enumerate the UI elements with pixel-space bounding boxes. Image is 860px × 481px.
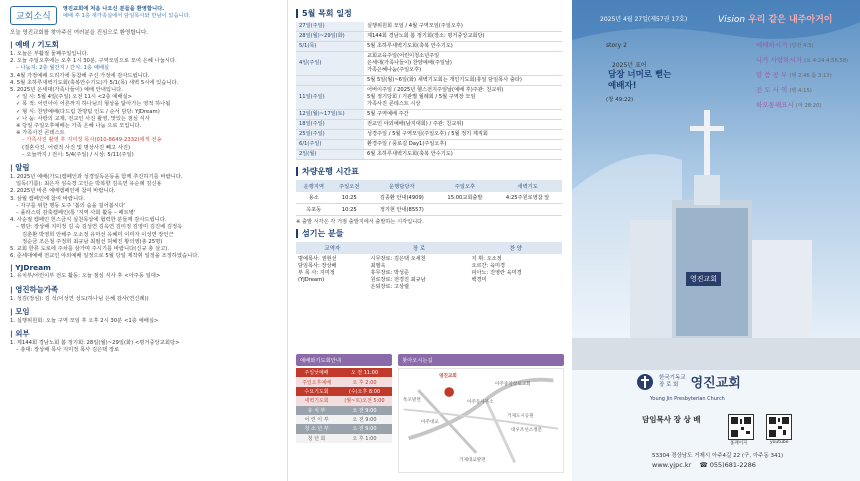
schedule-item: 전교인 야외예배(남지대회) / 주관: 친교위) — [367, 121, 464, 127]
worship-line: – 나눔지: 2층 월간지 / 간식: 1층 예배실 — [16, 65, 110, 72]
service-time: 오 전 9:00 — [337, 415, 392, 424]
senior-pastor: 담임목사 장 상 배 — [642, 415, 701, 424]
service-name: 새벽기도회 — [296, 396, 337, 405]
service-row — [296, 396, 392, 405]
schedule-item: 교회교육주일(어린이청소년주일 — [367, 53, 440, 59]
map-label: 아주중앙장로교회 — [495, 382, 531, 387]
reading-word: 전 도 사 역 — [756, 86, 788, 94]
service-table — [296, 368, 392, 443]
notice-line: 일독(기름): 최은자 심숙경 고인순 박복향 김옥연 유순례 김신용 — [16, 181, 162, 188]
reading-item — [756, 55, 856, 64]
schedule-date: 5/1(목) — [296, 42, 364, 52]
service-name: 청 년 회 — [296, 434, 337, 443]
schedule-items — [364, 86, 562, 110]
map-title: 찾아오시는길 — [398, 354, 564, 366]
church-address: 53304 경상남도 거제시 아주4길 22 (구, 아주동 341) — [652, 453, 784, 459]
map-label: 영진교회 — [439, 374, 457, 379]
schedule-item: 성경주일 / 5월 구역모임(주일오후) / 5월 정기 제직회 — [367, 131, 488, 137]
schedule-items — [364, 32, 562, 42]
reading-item — [756, 40, 856, 49]
story-label: story 2 — [606, 42, 627, 49]
schedule-items — [364, 42, 562, 52]
church-logo — [636, 372, 741, 391]
meeting-line: 1. 실행위원회: 오늘 구역 모임 후 오후 2시 30분 <1층 예배실> — [10, 317, 159, 324]
schedule-item: 5월 구역예배 주간 — [367, 111, 409, 117]
service-time: (수)오후 8:00 — [337, 387, 392, 396]
map-label: 거제도시공원 — [507, 414, 534, 419]
worship-list — [10, 51, 277, 159]
notice-line: 3. 삼월 캠페인에 참여 바랍니다. — [10, 195, 85, 202]
reading-word: 하오통해요시 — [756, 101, 794, 109]
schedule-title: 5월 목회 일정 — [302, 9, 352, 18]
staff-header: 장 로 — [369, 242, 470, 254]
notices-list — [10, 174, 277, 260]
staff-table — [296, 242, 562, 293]
notice-line: 5. 교회 한류 도로에 주차를 삼가며 주시기를 바랍니다(신규 총 살고). — [10, 246, 170, 253]
cover-column — [572, 0, 860, 481]
notice-line: – 명단: 장상배 지미정 김 숙 김성연 김옥연 김미정 김영미 김진배 김정옥 — [16, 224, 183, 231]
reading-word: 예배하시거 — [756, 41, 788, 49]
worship-line: 5. 2025년 온세대(가족나들이) 예배 안내입니다. — [10, 87, 123, 94]
schedule-date: 2일(월) — [296, 150, 364, 160]
schedule-item: 온세대(가족나들이) 찬양예배(주일날) — [367, 60, 452, 66]
schedule-row — [296, 140, 562, 150]
schedule-items — [364, 52, 562, 76]
homepage-qr-icon[interactable] — [728, 414, 754, 440]
reading-item — [756, 85, 856, 94]
service-row — [296, 387, 392, 396]
welcome-prayer: 오늘 영진교회를 찾아주신 여러분을 진심으로 환영합니다. — [10, 30, 149, 36]
directions-box — [398, 354, 564, 476]
staff-line: 시무장로: 김은택 오세천 — [370, 256, 426, 262]
notice-line: 4. 사순절 캠페인 헌스금식 실천목상에 협력한 분들께 감사드립니다. — [10, 217, 167, 224]
schedule-item: 6월 초하루새벽기도회(축복 안수기도) — [367, 151, 453, 157]
map-label: 옥포방면 — [403, 398, 421, 403]
reading-ref: (마 28:20) — [795, 103, 822, 109]
schedule-date: 18일(주일) — [296, 120, 364, 130]
denomination-line: 한국기독교 — [659, 374, 686, 381]
motto-label: 2025년 표어 — [612, 62, 647, 69]
vehicle-cell: 10:25 — [332, 192, 368, 204]
schedule-items — [364, 110, 562, 120]
external-line: 1. 제144회 경남노회 봄 정기회: 28일(월)~29일(화) <평거중앙교회당> — [10, 340, 180, 347]
worship-line: (결혼사진, 어렸적 사진 및 명상사진 빼고 사진) — [22, 144, 131, 151]
staff-line: 피아노: 진영란 육미경 — [471, 270, 522, 276]
staff-line: 원로장로: 전경진 최규남 — [370, 277, 426, 283]
service-name: 청 소 년 부 — [296, 424, 337, 433]
schedule-date: 4일(주일) — [296, 52, 364, 76]
vehicle-cell: 옥포동 — [296, 204, 332, 216]
directions-map — [398, 368, 564, 473]
schedule-date: 25일(주일) — [296, 130, 364, 140]
denomination — [659, 375, 686, 389]
map-label: 거제대교방면 — [459, 458, 486, 463]
notice-line: 김춘환 박영희 안해주 오소정 유미선 유혜미 이미자 이성연 장인근 — [22, 231, 174, 238]
issue-date: 2025년 4월 27일(제57권 17호) — [600, 16, 688, 23]
service-time: (월~토)오전 5:00 — [337, 396, 392, 405]
service-row — [296, 415, 392, 424]
map-label: 대우조선소정문 — [511, 428, 543, 433]
schedule-row — [296, 150, 562, 160]
worship-line: ✓ 나 눔: 사랑의 교제, 전교인 사진 촬영, 맛있는 점심 식사 — [16, 115, 150, 122]
vehicle-heading — [296, 166, 562, 177]
vision-label: Vision — [718, 15, 746, 25]
service-name: 수요기도회 — [296, 387, 337, 396]
schedule-column — [287, 0, 570, 481]
motto-verse: (창 49:22) — [606, 97, 634, 103]
motto-title: 담장 너머로 뻗는 예배자! — [608, 70, 672, 91]
staff-line: 부 목 사: 지미정 — [298, 270, 335, 276]
staff-line: 은퇴장로: 고상렬 — [370, 284, 409, 290]
contact-line — [652, 461, 756, 469]
staff-music — [470, 254, 562, 293]
denomination-line: 장 로 회 — [659, 381, 679, 388]
service-time: 오 전 11:00 — [337, 368, 392, 377]
staff-heading — [296, 228, 562, 239]
service-row — [296, 377, 392, 386]
schedule-row — [296, 130, 562, 140]
staff-header: 찬 양 — [470, 242, 562, 254]
reading-ref: (행 4:15) — [789, 88, 812, 94]
schedule-date: 6/1(주일) — [296, 140, 364, 150]
church-name-en: Young Jin Presbyterian Church — [650, 396, 725, 402]
reading-ref: (행 2:46 롬 3:13) — [789, 73, 832, 79]
worship-line: 2. 오늘 주일오후에는 오후 1시 30분, 구역모임으로 모여 은혜 나눕시다. — [10, 58, 177, 65]
service-times-box — [296, 354, 392, 476]
vision-text: 우리 같은 내주아거이 — [747, 15, 833, 25]
staff-line: 오르간: 육미경 — [471, 263, 505, 269]
worship-line: – 오늘까지 / 전시: 5/4(주일) / 시상: 5/11(주일) — [22, 151, 134, 158]
website-link[interactable]: www.yjpc.kr — [652, 461, 692, 469]
vehicle-header: 새벽기도 — [493, 180, 562, 192]
schedule-item: 어버이주일 / 2025년 헬스전지주일날(예배 후)주관: 친교위) — [367, 87, 504, 93]
building-sign: 영진교회 — [686, 272, 721, 286]
schedule-row — [296, 32, 562, 42]
map-label: 아주대교 — [421, 420, 439, 425]
service-row — [296, 424, 392, 433]
staff-line: (YJDream) — [298, 277, 325, 283]
staff-clergy — [296, 254, 369, 293]
vehicle-cell: 용소 — [296, 192, 332, 204]
schedule-row — [296, 22, 562, 32]
service-time: 오 후 1:00 — [337, 434, 392, 443]
section-title-external: | 외부 — [10, 329, 30, 339]
reading-ref: (당전 4:5) — [789, 43, 814, 49]
vehicle-row — [296, 204, 562, 216]
service-row — [296, 434, 392, 443]
schedule-items — [364, 120, 562, 130]
staff-line: 백경미 — [471, 277, 487, 283]
vehicle-cell: 15:00교회출발 — [437, 192, 494, 204]
notice-line: – 자구를 위한 행동 도주 '봄의 숨을 걸어봅시다' — [16, 202, 126, 209]
worship-line: ※ 가족사진 콘테스트 — [16, 130, 65, 137]
section-title-meetings: | 모임 — [10, 306, 30, 316]
worship-line: 1. 오늘은 부활절 둘째주일입니다. — [10, 51, 89, 57]
schedule-date: 11일(주일) — [296, 86, 364, 110]
vision-banner — [718, 12, 832, 25]
worship-line: ※ 당일 주일오후예배는 가족 은혜 나눔 으로 모입니다. — [16, 123, 142, 130]
reading-word: 말 씀 공 부 — [756, 71, 788, 79]
schedule-date — [296, 76, 364, 86]
service-and-map — [296, 354, 564, 476]
church-name: 영진교회 — [690, 376, 741, 391]
vehicle-cell: 4:25주원로영참 앞 — [493, 192, 562, 204]
youtube-qr-icon[interactable] — [766, 414, 792, 440]
reading-item — [756, 100, 856, 109]
worship-line: 4. 5월 초하루새벽기도회(축복안수기도)가 5/1(목) 새벽 5시에 있습니다. — [10, 79, 179, 86]
schedule-row — [296, 110, 562, 120]
phone-number: ☎ 055)681-2286 — [699, 461, 756, 469]
worship-line: – 가족사진 촬영 후 지미정 목사(010-8649-2332)에게 전송 — [22, 137, 162, 144]
yjdream-line: 1. 유치부/어린이부 전도 활동: 오늘 점심 식사 후 <아주동 일대> — [10, 273, 161, 280]
service-name: 어 린 이 부 — [296, 415, 337, 424]
worship-line: ✓ 목 적: 어린아이 어른까지 하나님의 형상을 닮아가는 영적 하나됨 — [16, 101, 171, 108]
schedule-heading — [296, 8, 562, 19]
notice-line: 6. 준세대예배 전교인 야외예배 일정으로 5월 당일 제작휘 일정을 조정하였습니다. — [10, 253, 200, 260]
reading-item — [756, 70, 856, 79]
section-title-family: | 영진하늘가족 — [10, 284, 59, 294]
service-time: 오 전 9:00 — [337, 406, 392, 415]
worship-line: ✓ 일 시: 5월 4일(주일) 오전 11시 <2층 예배실> — [16, 94, 133, 101]
staff-line: 명예목사: 권현선 — [298, 256, 337, 262]
schedule-row — [296, 42, 562, 52]
staff-header: 교역자 — [296, 242, 369, 254]
vehicle-header: 운행지역 — [296, 180, 332, 192]
vehicle-cell: 김종환 안내(4909) — [367, 192, 437, 204]
service-time: 오 전 9:00 — [337, 424, 392, 433]
map-label: 아주동사무소 — [467, 400, 494, 405]
news-tag: 교회소식 — [10, 6, 57, 25]
schedule-table — [296, 22, 562, 160]
schedule-items — [364, 140, 562, 150]
schedule-date: 12일(월)~17일(토) — [296, 110, 364, 120]
schedule-item: 가족은혜나눔(주일오후) — [367, 67, 422, 73]
vehicle-cell: 정기현 안내(8557) — [367, 204, 437, 216]
staff-line: 최필욱 — [370, 263, 386, 269]
church-news-column — [0, 0, 285, 481]
worship-line: ✓ 형 식: 찬양예배(다드림 찬양팀 인도 / 순서 담당: YJDream) — [16, 108, 160, 115]
service-title: 예배와기도회안내 — [296, 354, 392, 366]
schedule-date: 27일(주일) — [296, 22, 364, 32]
section-title-yjdream: | YJDream — [10, 263, 51, 273]
staff-line: 지 휘: 오소정 — [471, 256, 502, 262]
service-name: 주일오후예배 — [296, 377, 337, 386]
vehicle-note: ※ 출발 시각은 각 거점 출발지에서 출발하는 시각입니다. — [296, 219, 424, 225]
staff-line: 휴무장로: 박성준 — [370, 270, 409, 276]
schedule-item: 5월 정기당회 / 기관별 월례회 / 5월 구역장 모임 — [367, 94, 476, 100]
schedule-row — [296, 76, 562, 86]
service-name: 주일낮예배 — [296, 368, 337, 377]
vehicle-cell: 10:25 — [332, 204, 368, 216]
notice-line: – 플라스틱 감축캠페인(통 '지역 사회 활동 – 페트병' — [16, 210, 136, 217]
welcome-line-1: 영진교회에 처음 나오신 분들을 환영합니다. — [62, 6, 165, 12]
schedule-items — [364, 130, 562, 140]
schedule-row — [296, 86, 562, 110]
schedule-row — [296, 52, 562, 76]
vision-readings — [756, 40, 856, 115]
schedule-item: 5월 초하루새벽기도회(축복 안수기도) — [367, 43, 453, 49]
section-title-worship: | 예배 / 기도회 — [10, 40, 59, 49]
schedule-item: 5월 5일(월)~6일(화) 새벽기도회는 개인기도회(휴일 담임목사 출타) — [367, 77, 522, 83]
reading-ref: (요 4:24 4:56,58) — [804, 58, 849, 64]
homepage-qr-label: 홈페이지 — [730, 441, 748, 446]
vehicle-title: 차량운행 시간표 — [302, 167, 359, 176]
service-row — [296, 406, 392, 415]
section-title-notices: | 알림 — [10, 163, 30, 173]
notice-line: 2. 2025년 바른 예배캠페인에 참여 바랍니다. — [10, 188, 116, 195]
worship-line: 3. 4월 가정예배 드리기에 동참해 주신 가정에 감사드립니다. — [10, 72, 150, 79]
schedule-items — [364, 22, 562, 32]
schedule-date: 28일(월)~29일(화) — [296, 32, 364, 42]
service-row — [296, 368, 392, 377]
staff-elders — [369, 254, 470, 293]
youtube-qr-label: youtube — [770, 440, 789, 445]
welcome-line-2: 예배 후 1층 새가족실에서 담임목사와 만남이 있습니다. — [62, 13, 191, 19]
vehicle-header: 주일오전 — [332, 180, 368, 192]
notice-header — [10, 6, 277, 25]
schedule-item: 제144회 경남노회 봄 정기회(장소: 평거중앙교회당) — [367, 33, 485, 39]
reading-word: 나가 사랑하시거 — [756, 56, 803, 64]
service-time: 오 후 2:00 — [337, 377, 392, 386]
family-line: 1. 성김(정심): 김 석/이성연 성도(하나님 은혜 감사(연신례)) — [10, 295, 149, 302]
notice-line: 정순금 조은철 주정희 최규남 최필선 허혜진 황의영(총 25명) — [22, 238, 163, 245]
welcome-note — [63, 6, 191, 20]
schedule-item: 환경주일 / 풍로길 Day1(주일오후) — [367, 141, 447, 147]
service-name: 유 치 부 — [296, 406, 337, 415]
church-emblem-icon — [636, 373, 654, 391]
vehicle-cell — [493, 204, 562, 216]
vehicle-row — [296, 192, 562, 204]
notice-line: 1. 2025년 예배(가도)캠페인과 성경일독운동을 함께 추진하기를 바랍니다. — [10, 174, 183, 181]
staff-line: 담임목사: 장상배 — [298, 263, 337, 269]
vehicle-table — [296, 180, 562, 216]
schedule-item: 실행위원회 모임 / 4월 구역모임(주일오후) — [367, 23, 463, 29]
schedule-item: 가족사진 콘테스트 시상 — [367, 101, 421, 107]
external-line: – 총대: 장상배 목사 지미정 목사 김은택 장로 — [16, 347, 120, 354]
schedule-row — [296, 120, 562, 130]
schedule-items — [364, 76, 562, 86]
staff-title: 섬기는 분들 — [302, 229, 344, 238]
vehicle-header: 운행담당자 — [367, 180, 437, 192]
vehicle-header: 주일오후 — [437, 180, 494, 192]
vehicle-cell — [437, 204, 494, 216]
schedule-items — [364, 150, 562, 160]
